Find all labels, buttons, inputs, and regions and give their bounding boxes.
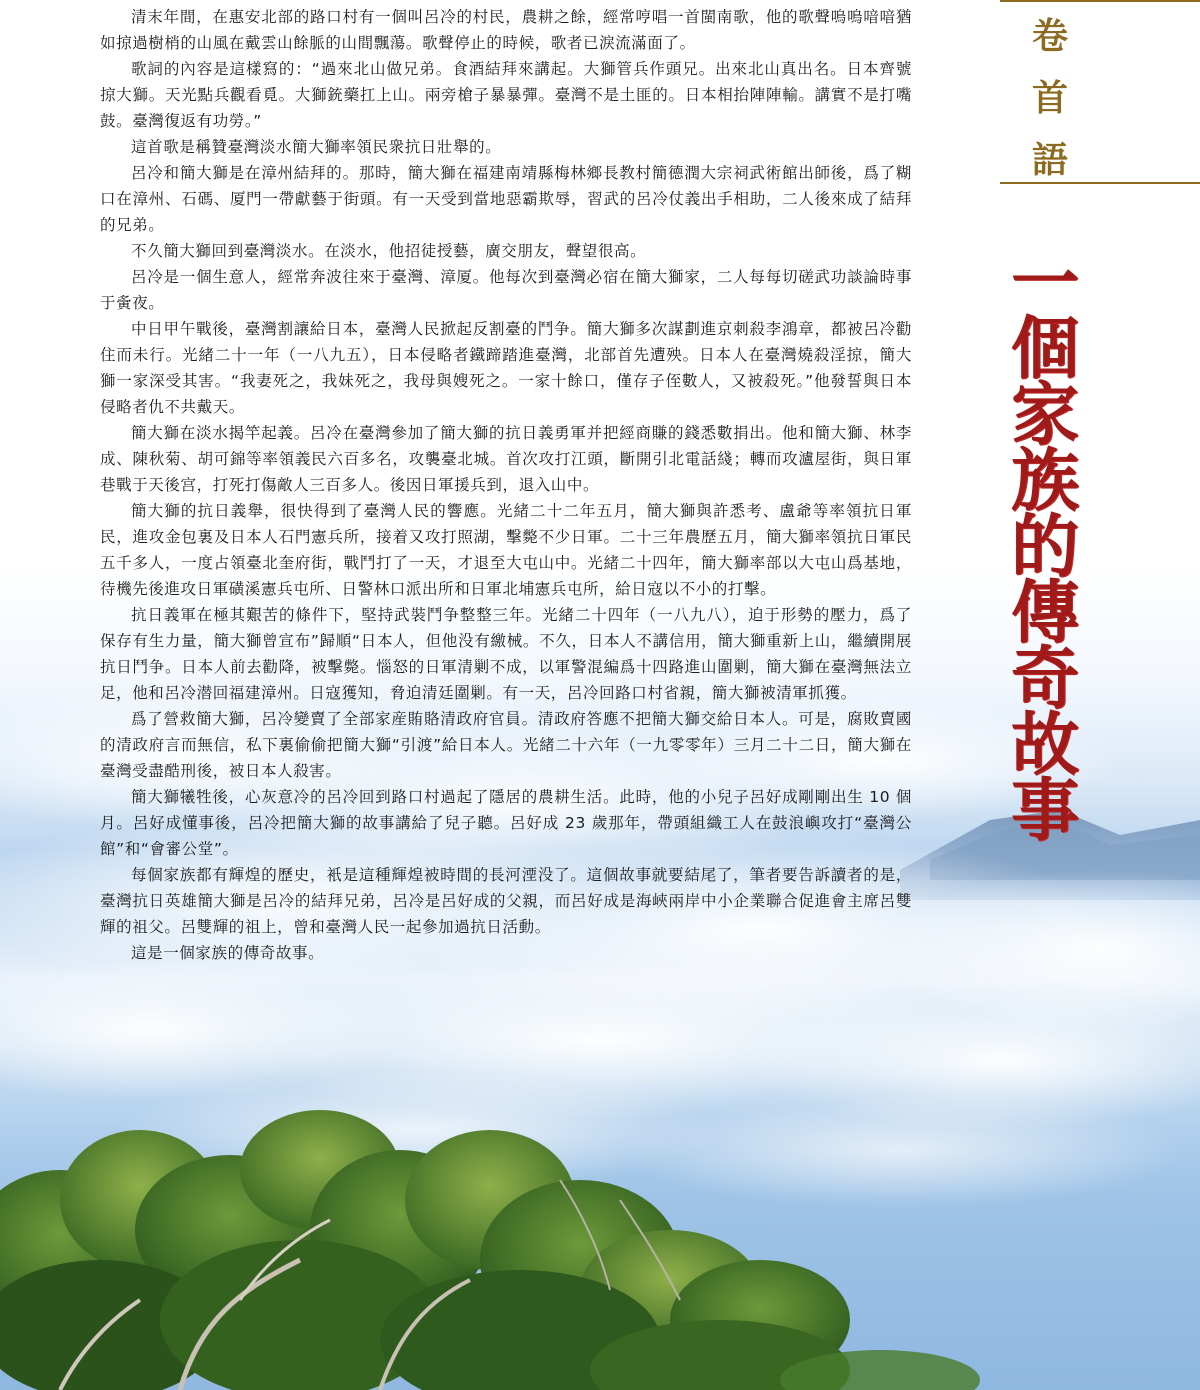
paragraph: 中日甲午戰後，臺灣割讓給日本，臺灣人民掀起反割臺的鬥争。簡大獅多次謀劃進京刺殺李鴻章，都被呂冷勸住而未行。光緒二十一年（一八九五），日本侵略者鐵蹄踏進臺灣，北部首先遭殃。日本人在臺灣燒殺淫掠，簡大獅一家深受其害。“我妻死之，我妹死之，我母與嫂死之。一家十餘口，僅存子侄數人，又被殺死。”他發誓與日本侵略者仇不共戴天。 — [100, 320, 912, 416]
paragraph: 清末年間，在惠安北部的路口村有一個叫呂冷的村民，農耕之餘，經常哼唱一首閩南歌，他的歌聲嗚嗚喑喑猶如掠過樹梢的山風在戴雲山餘脈的山間飄蕩。歌聲停止的時候，歌者已淚流滿面了。 — [100, 8, 912, 52]
title-char: 家 — [1010, 375, 1079, 455]
paragraph: 每個家族都有輝煌的歷史，衹是這種輝煌被時間的長河湮没了。這個故事就要結尾了，筆者要告訴讀者的是，臺灣抗日英雄簡大獅是呂冷的結拜兄弟，呂冷是呂好成的父親，而呂好成是海峽兩岸中小企業聯合促進會主席呂雙輝的祖父。呂雙輝的祖上，曾和臺灣人民一起參加過抗日活動。 — [100, 866, 912, 936]
title-char: 族 — [1010, 441, 1079, 521]
title-char: 奇 — [1010, 639, 1079, 719]
section-header-char: 卷 — [1031, 16, 1068, 57]
header-rule-bottom — [1000, 182, 1200, 184]
title-char: 個 — [1010, 309, 1079, 389]
paragraph: 這首歌是稱贊臺灣淡水簡大獅率領民衆抗日壯舉的。 — [131, 138, 502, 156]
section-header-char: 語 — [1031, 140, 1068, 181]
title-char: 故 — [1010, 705, 1079, 785]
section-header-text — [1020, 0, 1080, 192]
article-body — [100, 4, 912, 966]
title-char: 事 — [1010, 771, 1079, 851]
paragraph: 簡大獅在淡水揭竿起義。呂冷在臺灣參加了簡大獅的抗日義勇軍并把經商賺的錢悉數捐出。他和簡大獅、林李成、陳秋菊、胡可錦等率領義民六百多名，攻襲臺北城。首次攻打江頭，斷開引北電話綫；轉而攻瀘屋街，與日軍巷戰于天後宫，打死打傷敵人三百多人。後因日軍援兵到，退入山中。 — [100, 424, 912, 494]
title-char: 的 — [1010, 507, 1079, 587]
paragraph: 這是一個家族的傳奇故事。 — [131, 944, 325, 962]
paragraph: 不久簡大獅回到臺灣淡水。在淡水，他招徒授藝，廣交朋友，聲望很高。 — [131, 242, 647, 260]
section-header-char: 首 — [1031, 78, 1068, 119]
paragraph: 簡大獅犧牲後，心灰意冷的呂冷回到路口村過起了隱居的農耕生活。此時，他的小兒子呂好成剛剛出生 10 個月。呂好成懂事後，呂冷把簡大獅的故事講給了兒子聽。呂好成 23 歲那年，帶頭組織工人在鼓浪嶼攻打“臺灣公館”和“會審公堂”。 — [100, 788, 912, 858]
paragraph: 爲了營救簡大獅，呂冷變賣了全部家産賄賂清政府官員。清政府答應不把簡大獅交給日本人。可是，腐敗賣國的清政府言而無信，私下裏偷偷把簡大獅“引渡”給日本人。光緒二十六年（一九零零年）三月二十二日，簡大獅在臺灣受盡酷刑後，被日本人殺害。 — [100, 710, 912, 780]
title-char: 傳 — [1010, 573, 1079, 653]
paragraph: 抗日義軍在極其艱苦的條件下，堅持武裝鬥争整整三年。光緒二十四年（一八九八），迫于形勢的壓力，爲了保存有生力量，簡大獅曾宣布”歸順“日本人，但他没有繳械。不久，日本人不講信用，簡大獅重新上山，繼續開展抗日鬥争。日本人前去勸降，被擊斃。惱怒的日軍清剿不成，以軍警混編爲十四路進山圍剿，簡大獅在臺灣無法立足，他和呂冷潜回福建漳州。日寇獲知，脅迫清廷圍剿。有一天，呂冷回路口村省親，簡大獅被清軍抓獲。 — [100, 606, 912, 702]
paragraph: 歌詞的內容是這樣寫的：“過來北山做兄弟。食酒結拜來講起。大獅管兵作頭兄。出來北山真出名。日本齊號掠大獅。天光點兵觀看覓。大獅銃藥扛上山。兩旁槍子暴暴彈。臺灣不是土匪的。日本相抬陣陣輸。講實不是打嘴鼓。臺灣復返有功勞。” — [100, 60, 912, 130]
page-title-vertical — [1000, 243, 1090, 851]
title-char: 一 — [1010, 243, 1079, 323]
paragraph: 簡大獅的抗日義舉，很快得到了臺灣人民的響應。光緒二十二年五月，簡大獅與許悉考、盧爺等率領抗日軍民，進攻金包裏及日本人石門憲兵所，接着又攻打照湖，擊斃不少日軍。二十三年農歷五月，簡大獅率領抗日軍民五千多人，一度占領臺北奎府街，戰鬥打了一天，才退至大屯山中。光緒二十四年，簡大獅率部以大屯山爲基地，待機先後進攻日軍磺溪憲兵屯所、日警林口派出所和日軍北埔憲兵屯所，給日寇以不小的打擊。 — [100, 502, 912, 598]
paragraph: 呂冷和簡大獅是在漳州結拜的。那時，簡大獅在福建南靖縣梅林鄉長教村簡德潤大宗祠武術館出師後，爲了糊口在漳州、石碼、厦門一帶獻藝于街頭。有一天受到當地惡霸欺辱，習武的呂冷仗義出手相助，二人後來成了結拜的兄弟。 — [100, 164, 912, 234]
paragraph: 呂冷是一個生意人，經常奔波往來于臺灣、漳厦。他每次到臺灣必宿在簡大獅家，二人每每切磋武功談論時事于夤夜。 — [100, 268, 912, 312]
